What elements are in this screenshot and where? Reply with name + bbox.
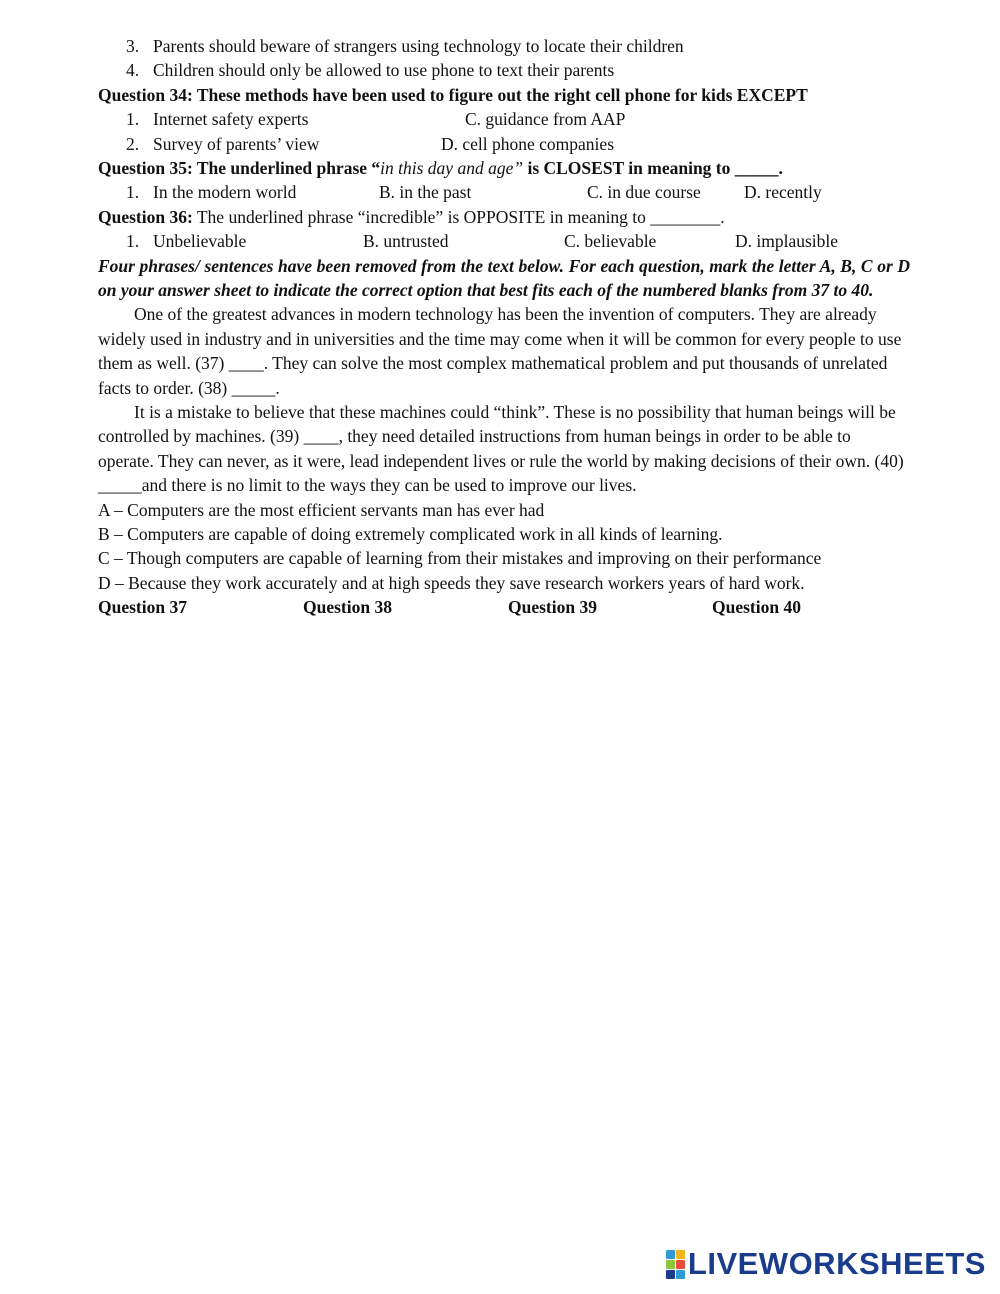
instruction-text: Four phrases/ sentences have been removed from the text below. For each question, mark the letter A, B, C or D on your answer sheet to indicate the correct option that best fits each of the numbered blanks from 37 to 40. [98, 255, 910, 300]
option-d: D. implausible [735, 231, 839, 252]
question-35-label-start: Question 35: The underlined phrase “ [98, 157, 381, 178]
question-34-title: Question 34: These methods have been used to figure out the right cell phone for kids EXCEPT [98, 84, 808, 105]
answer-label-38: Question 38 [303, 597, 392, 618]
logo-square [676, 1260, 685, 1269]
option-a: In the modern world [153, 182, 297, 203]
list-item [98, 34, 910, 58]
option-c-sentence: C – Though computers are capable of learning from their mistakes and improving on their performance [98, 548, 822, 569]
worksheet-page [98, 34, 910, 620]
logo-square [666, 1260, 675, 1269]
answer-label-37: Question 37 [98, 597, 187, 618]
option-a: Internet safety experts [153, 109, 309, 130]
passage-paragraph-2: It is a mistake to believe that these machines could “think”. These is no possibility that human beings will be controlled by machines. (39) ____, they need detailed instructions from human beings in order to be able to operate. They can never, as it were, lead independent lives or rule the world by making decisions of their own. (40) _____and there is no limit to the ways they can be used to improve our lives. [98, 401, 904, 496]
option-c: C. in due course [587, 182, 701, 203]
logo-text: LIVEWORKSHEETS [687, 1246, 986, 1281]
question-36-options-row [98, 229, 910, 253]
option-number: 1. [126, 109, 140, 130]
option-d-sentence: D – Because they work accurately and at high speeds they save research workers years of hard work. [98, 572, 805, 593]
question-35-phrase: in this day and age” [380, 157, 524, 178]
question-34-options-row-1 [98, 107, 910, 131]
option-d: D. recently [744, 182, 822, 203]
option-b-sentence: B – Computers are capable of doing extremely complicated work in all kinds of learning. [98, 523, 723, 544]
option-b: Survey of parents’ view [153, 133, 320, 154]
liveworksheets-logo [666, 1246, 986, 1282]
option-b: B. untrusted [363, 231, 449, 252]
answer-row [98, 595, 910, 619]
question-35-title [98, 156, 910, 180]
item-text: Parents should beware of strangers using technology to locate their children [153, 36, 684, 56]
logo-square [676, 1270, 685, 1279]
option-number: 1. [126, 182, 140, 203]
option-c: C. guidance from AAP [465, 109, 626, 130]
item-number: 4. [126, 60, 140, 81]
item-number: 3. [126, 36, 140, 56]
question-36-text: The underlined phrase “incredible” is OPPOSITE in meaning to ________. [192, 206, 725, 227]
logo-square [666, 1270, 675, 1279]
answer-label-40: Question 40 [712, 597, 801, 618]
logo-square [666, 1250, 675, 1259]
logo-square [676, 1250, 685, 1259]
option-number: 2. [126, 133, 140, 154]
passage-paragraph-1: One of the greatest advances in modern technology has been the invention of computers. They are already widely used in industry and in universities and the time may come when it will be common for every people to use them as well. (37) ____. They can solve the most complex mathematical problem and put thousands of unrelated facts to order. (38) _____. [98, 304, 902, 398]
question-35-label-end: is CLOSEST in meaning to _____. [523, 157, 783, 178]
option-number: 1. [126, 231, 140, 252]
logo-icon [666, 1250, 685, 1279]
option-c: C. believable [564, 231, 657, 252]
question-35-options-row [98, 180, 910, 204]
answer-label-39: Question 39 [508, 597, 597, 618]
option-d: D. cell phone companies [441, 133, 615, 154]
option-b: B. in the past [379, 182, 472, 203]
list-item [98, 58, 910, 82]
question-34-options-row-2 [98, 132, 910, 156]
question-36-title [98, 205, 910, 229]
option-a: Unbelievable [153, 231, 247, 252]
option-a-sentence: A – Computers are the most efficient servants man has ever had [98, 499, 545, 520]
item-text: Children should only be allowed to use phone to text their parents [153, 60, 615, 81]
question-36-label: Question 36: [98, 206, 193, 227]
